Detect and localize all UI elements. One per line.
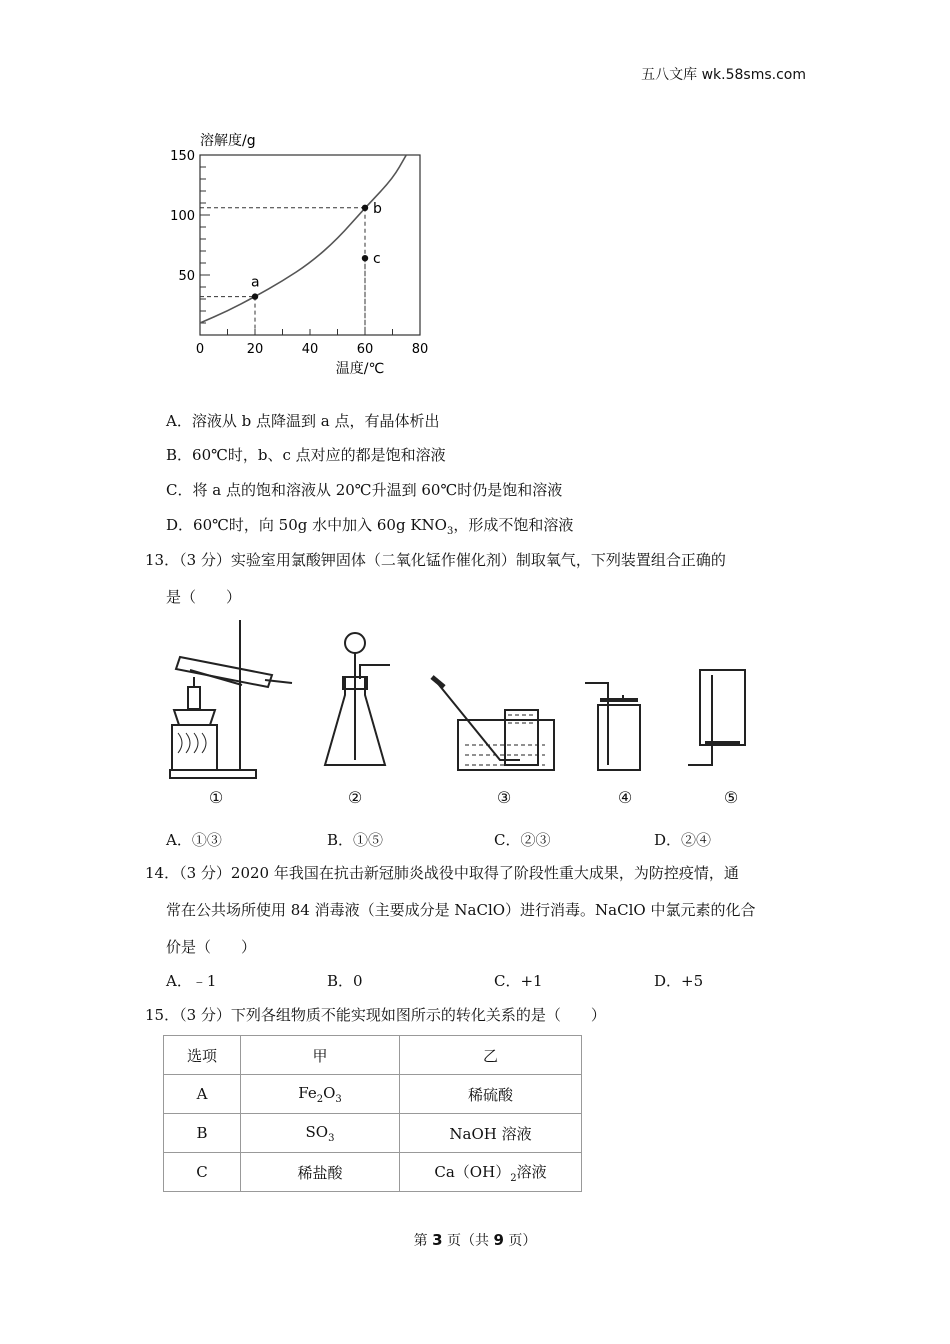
- apparatus-1-heating: [170, 620, 292, 778]
- q12-option-d-text: D．60℃时，向 50g 水中加入 60g KNO: [166, 516, 447, 534]
- solubility-chart: [160, 125, 450, 380]
- y-axis-label: 溶解度/g: [200, 133, 256, 149]
- point-label-b: b: [373, 200, 382, 217]
- page-footer: [0, 1230, 950, 1250]
- q12-option-d: [166, 514, 573, 537]
- table-cell-jia: [241, 1075, 400, 1114]
- table-header-jia: 甲: [241, 1036, 400, 1075]
- table-cell-option: C: [164, 1153, 241, 1192]
- formula-sub: 3: [335, 1093, 342, 1105]
- apparatus-label-5: ⑤: [723, 788, 739, 807]
- table-cell-option: A: [164, 1075, 241, 1114]
- y-tick-label: 50: [178, 269, 195, 284]
- table-header-yi: 乙: [400, 1036, 582, 1075]
- q14-option-a: A．﹣1: [166, 972, 217, 990]
- apparatus-5-inverted-bottle: [688, 670, 745, 765]
- q13-option-b: B．①⑤: [327, 831, 384, 849]
- q12-option-b: B．60℃时，b、c 点对应的都是饱和溶液: [166, 446, 446, 464]
- footer-pre: 第: [413, 1233, 433, 1249]
- x-tick-label: 80: [411, 342, 429, 357]
- table-cell-option: B: [164, 1114, 241, 1153]
- table-row: [164, 1075, 582, 1114]
- q13-option-d: D．②④: [654, 831, 712, 849]
- apparatus-figures: [160, 615, 800, 815]
- formula-part: Ca（OH）: [434, 1162, 511, 1181]
- table-header-row: [164, 1036, 582, 1075]
- q12-option-d-tail: ，形成不饱和溶液: [453, 516, 574, 534]
- footer-post: 页）: [503, 1233, 537, 1249]
- apparatus-label-4: ④: [617, 788, 633, 807]
- q14-stem-line1: 14．（3 分）2020 年我国在抗击新冠肺炎战役中取得了阶段性重大成果，为防控疫情，通: [145, 864, 739, 882]
- q15-table: [163, 1035, 582, 1192]
- data-point-b: [362, 205, 368, 211]
- x-tick-label: 40: [301, 342, 319, 357]
- table-cell-jia: [241, 1114, 400, 1153]
- q13-stem-line2: 是（ ）: [166, 588, 242, 606]
- q14-option-b: B．0: [327, 972, 363, 990]
- q14-option-d: D．+5: [654, 972, 704, 990]
- formula-part: 溶液: [516, 1162, 547, 1181]
- q13-option-a: A．①③: [166, 831, 222, 849]
- q12-option-d-sub: 3: [446, 526, 454, 537]
- table-cell-yi: [400, 1153, 582, 1192]
- formula-part: O: [323, 1083, 336, 1102]
- table-row: [164, 1114, 582, 1153]
- formula-part: Fe: [298, 1083, 317, 1102]
- q14-stem-line3: 价是（ ）: [166, 938, 257, 956]
- x-tick-label: 20: [246, 342, 264, 357]
- table-cell-yi: NaOH 溶液: [400, 1114, 582, 1153]
- apparatus-label-2: ②: [347, 788, 363, 807]
- table-cell-yi: 稀硫酸: [400, 1075, 582, 1114]
- q12-option-a: A．溶液从 b 点降温到 a 点，有晶体析出: [166, 412, 440, 430]
- point-label-c: c: [373, 251, 381, 268]
- table-cell-jia: 稀盐酸: [241, 1153, 400, 1192]
- q14-stem-line2: 常在公共场所使用 84 消毒液（主要成分是 NaClO）进行消毒。NaClO 中氯元素的化合: [166, 901, 756, 919]
- solubility-curve: [200, 155, 406, 323]
- table-row: [164, 1153, 582, 1192]
- q15-stem: 15．（3 分）下列各组物质不能实现如图所示的转化关系的是（ ）: [145, 1006, 606, 1024]
- footer-page: 3: [432, 1231, 443, 1249]
- q12-option-c: C．将 a 点的饱和溶液从 20℃升温到 60℃时仍是饱和溶液: [166, 481, 563, 499]
- apparatus-label-1: ①: [208, 788, 224, 807]
- q14-option-c: C．+1: [494, 972, 543, 990]
- q13-stem-line1: 13．（3 分）实验室用氯酸钾固体（二氧化锰作催化剂）制取氧气，下列装置组合正确的: [145, 551, 726, 569]
- apparatus-2-flask: [325, 633, 390, 765]
- formula-sub: 2: [510, 1172, 517, 1184]
- footer-total: 9: [493, 1231, 504, 1249]
- site-header: 五八文库 wk.58sms.com: [641, 67, 806, 83]
- x-tick-label: 0: [195, 342, 205, 357]
- point-label-a: a: [251, 274, 260, 291]
- formula-part: SO: [305, 1122, 329, 1141]
- data-point-a: [252, 293, 258, 299]
- apparatus-4-gas-bottle: [585, 683, 640, 770]
- apparatus-label-3: ③: [496, 788, 512, 807]
- x-tick-label: 60: [356, 342, 374, 357]
- x-axis-label: 温度/℃: [335, 361, 385, 377]
- q13-option-c: C．②③: [494, 831, 551, 849]
- y-tick-label: 100: [170, 209, 195, 224]
- data-point-c: [362, 255, 368, 261]
- apparatus-3-water-trough: [432, 677, 554, 770]
- table-header-option: 选项: [164, 1036, 241, 1075]
- formula-sub: 2: [316, 1093, 324, 1105]
- y-tick-label: 150: [170, 149, 195, 164]
- footer-mid: 页（共: [442, 1233, 494, 1249]
- formula-sub: 3: [328, 1132, 335, 1144]
